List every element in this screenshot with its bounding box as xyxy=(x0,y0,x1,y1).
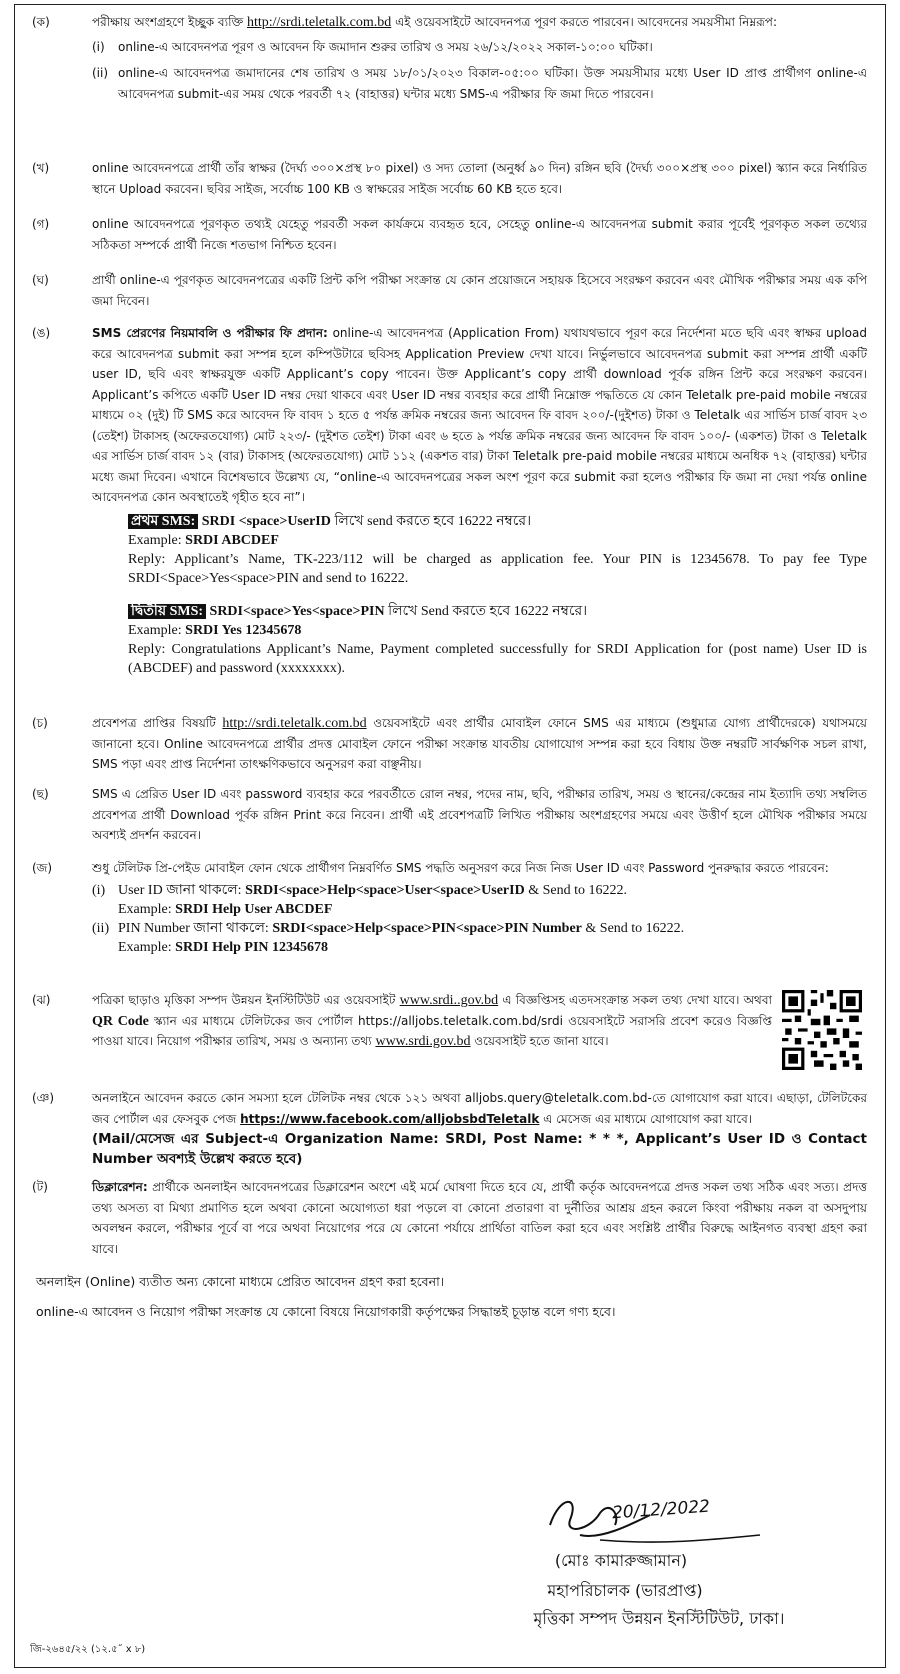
sms-command: SRDI<space>Yes<space>PIN xyxy=(206,603,385,619)
text: & Send to 16222. xyxy=(581,920,685,936)
item-label: (ঙ) xyxy=(32,326,51,340)
sms-reply: Reply: Congratulations Applicant’s Name, Payment completed successfully for SRDI Application for (post name) User ID is (ABCDEF) and password (xxxxxxxx). xyxy=(128,641,867,676)
sub-item xyxy=(92,63,867,104)
sms-reply: Reply: Applicant’s Name, TK-223/112 will be charged as application fee. Your PIN is 12345678. To pay fee Type SRDI<Space>Yes<space>PIN and send to 16222. xyxy=(128,551,867,586)
item-label: (জ) xyxy=(32,861,53,875)
closing-line-1: অনলাইন (Online) ব্যতীত অন্য কোনো মাধ্যমে প্রেরিত আবেদন গ্রহণ করা হবেনা। xyxy=(36,1274,445,1289)
text: ওয়েবসাইটে এবং প্রার্থীর মোবাইল ফোনে SMS এর মাধ্যমে (শুধুমাত্র যোগ্য প্রার্থীদেরকে) যথাসময়ে জানানো হবে। Online আবেদনপত্রে প্রার্থীর প্রদত্ত মোবাইল ফোনে পরীক্ষা সংক্রান্ত যাবতীয় যোগাযোগ সম্পন্ন করা হবে বিধায় উক্ত নম্বরটি সার্বক্ষণিক সচল রাখা, SMS পড়া এবং প্রাপ্ত নির্দেশনা তাৎক্ষণিকভাবে অনুসরণ করা বাঞ্ছনীয়। xyxy=(92,716,867,771)
item-label: (ঞ) xyxy=(32,1091,55,1105)
facebook-link[interactable]: https://www.facebook.com/alljobsbdTeletalk xyxy=(240,1111,540,1126)
section-heading: SMS প্রেরণের নিয়মাবলি ও পরীক্ষার ফি প্রদান: xyxy=(92,326,328,340)
sms-command: SRDI<space>Help<space>PIN<space>PIN Number xyxy=(272,920,582,936)
text: পত্রিকা ছাড়াও মৃত্তিকা সম্পদ উন্নয়ন ইনস্টিটিউট এর ওয়েবসাইট xyxy=(92,993,400,1007)
example-value: SRDI Help PIN 12345678 xyxy=(175,939,329,955)
item-label: (খ) xyxy=(32,161,50,175)
item-body: প্রার্থী online-এ পূরণকৃত আবেদনপত্রের একটি প্রিন্ট কপি পরীক্ষা সংক্রান্ত যে কোন প্রয়োজনে সহায়ক হিসেবে সংরক্ষণ করবেন এবং মৌখিক পরীক্ষার সময় এক কপি জমা দিবেন। xyxy=(92,273,867,308)
text: এই ওয়েবসাইটে আবেদনপত্র পূরণ করতে পারবেন। আবেদনের সময়সীমা নিম্নরূপ: xyxy=(391,15,778,29)
signatory-name: (মোঃ কামারুজ্জামান) xyxy=(554,1551,688,1570)
sub-text: online-এ আবেদনপত্র জমাদানের শেষ তারিখ ও সময় ১৮/০১/২০২৩ বিকাল-০৫:০০ ঘটিকা। উক্ত সময়সীমার মধ্যে User ID প্রাপ্ত প্রার্থীগণ online-এ আবেদনপত্র submit-এর সময় থেকে পরবর্তী ৭২ (বাহাত্তর) ঘন্টার মধ্যে SMS-এ পরীক্ষার ফি জমা দিতে পারবেন। xyxy=(118,66,867,101)
sms-tag: প্রথম SMS: xyxy=(128,514,198,529)
website-link[interactable]: www.srdi.gov.bd xyxy=(375,1034,471,1049)
item-body xyxy=(92,323,867,678)
text: পরীক্ষায় অংশগ্রহণে ইচ্ছুক ব্যক্তি xyxy=(92,15,247,29)
section-heading: ডিক্লারেশন: xyxy=(92,1180,148,1194)
website-link[interactable]: www.srdi..gov.bd xyxy=(399,993,499,1008)
item-label: (ঘ) xyxy=(32,273,49,287)
signature-date: 20/12/2022 xyxy=(611,1496,711,1524)
item-body xyxy=(92,1177,867,1259)
text: লিখে send করতে হবে 16222 নম্বরে। xyxy=(330,513,532,529)
organization-name: মৃত্তিকা সম্পদ উন্নয়ন ইনস্টিটিউট, ঢাকা। xyxy=(533,1609,785,1628)
sub-num: (i) xyxy=(92,39,105,54)
website-link[interactable]: http://srdi.teletalk.com.bd xyxy=(222,716,367,731)
sub-item xyxy=(92,881,867,900)
item-body xyxy=(92,12,867,110)
item-label: (ট) xyxy=(32,1180,48,1194)
item-label: (গ) xyxy=(32,217,50,231)
text: online-এ আবেদনপত্র (Application From) যথাযথভাবে পূরণ করে নির্দেশনা মতে ছবি এবং স্বাক্ষর upload করে আবেদনপত্র submit করা সম্পন্ন হলে কম্পিউটারে ছবিসহ Application Preview দেখা যাবে। নির্ভুলভাবে আবেদনপত্র submit করা সম্পন্ন প্রার্থী একটি user ID, ছবি এবং স্বাক্ষরযুক্ত একটি Applicant’s copy পাবেন। উক্ত Applicant’s copy প্রার্থী download পূর্বক রঙ্গিন প্রিন্ট করে সংরক্ষণ করবেন। Applicant’s কপিতে একটি User ID নম্বর দেয়া থাকবে এবং User ID নম্বর ব্যবহার করে প্রার্থী নিম্নোক্ত পদ্ধতিতে যে কোন Teletalk pre-paid mobile নম্বরের মাধ্যমে ০২ (দুই) টি SMS করে আবেদন ফি বাবদ ১ হতে ৫ পর্যন্ত ক্রমিক নম্বরের জন্য আবেদন ফি বাবদ ২০০/-(দুইশত) টাকা ও Teletalk এর সার্ভিস চার্জ বাবদ ২৩ (তেইশ) টাকাসহ (অফেরতযোগ্য) মোট ২২৩/- (দুইশত তেইশ) টাকা এবং ৬ হতে ৯ পর্যন্ত ক্রমিক নম্বরের জন্য আবেদন ফি বাবদ ১০০/- (একশত) টাকা ও Teletalk এর সার্ভিস চার্জ বাবদ ১২ (বার) টাকাসহ (অফেরতযোগ্য) মোট ১১২ (একশত বার) টাকা Teletalk pre-paid mobile নম্বরের মাধ্যমে অনধিক ৭২ (বাহাত্তর) ঘন্টার মধ্যে জমা দিবেন। এখানে বিশেষভাবে উল্লেখ্য যে, “online-এ আবেদনপত্রের সকল অংশ পূরণ করে submit করা হলেও পরীক্ষার ফি জমা না দেয়া পর্যন্ত online আবেদনপত্র কোন অবস্থাতেই গৃহীত হবে না”। xyxy=(92,326,867,504)
item-body: online আবেদনপত্রে প্রার্থী তাঁর স্বাক্ষর (দৈর্ঘ্য ৩০০×প্রস্থ ৮০ pixel) ও সদ্য তোলা (অনুর্ধ্ব ৯০ দিন) রঙ্গিন ছবি (দৈর্ঘ্য ৩০০×প্রস্থ ৩০০ pixel) স্ক্যান করে নির্ধারিত স্থানে Upload করবেন। ছবির সাইজ, সর্বোচ্চ 100 KB ও স্বাক্ষরের সাইজ সর্বোচ্চ 60 KB হতে হবে। xyxy=(92,161,867,196)
sms-command: SRDI <space>UserID xyxy=(198,513,331,529)
sms-command: SRDI<space>Help<space>User<space>UserID xyxy=(245,882,525,898)
text: User ID জানা থাকলে: xyxy=(118,882,246,898)
example-label: Example: xyxy=(128,622,186,638)
example-value: SRDI Yes 12345678 xyxy=(185,622,302,638)
text: PIN Number জানা থাকলে: xyxy=(118,920,273,936)
item-body: SMS এ প্রেরিত User ID এবং password ব্যবহার করে পরবর্তীতে রোল নম্বর, পদের নাম, ছবি, পরীক্ষার তারিখ, সময় ও স্থানের/কেন্দ্রের নাম ইত্যাদি তথ্য সম্বলিত প্রবেশপত্র প্রার্থী Download পূর্বক রঙ্গিন Print করে নিবেন। প্রার্থী এই প্রবেশপত্রটি লিখিত পরীক্ষায় অংশগ্রহণের সময়ে এবং উত্তীর্ণ হলে মৌখিক পরীক্ষার সময়ে অবশ্যই প্রদর্শন করবেন। xyxy=(92,787,867,842)
item-label: (ক) xyxy=(32,15,50,29)
item-label: (ঝ) xyxy=(32,993,51,1007)
qr-code-image[interactable] xyxy=(782,990,862,1070)
text: প্রার্থীকে অনলাইন আবেদনপত্রের ডিক্লারেশন অংশে এই মর্মে ঘোষণা দিতে হবে যে, প্রার্থী কর্তৃক আবেদনপত্রে প্রদত্ত সকল তথ্য সঠিক এবং সত্য। প্রদত্ত তথ্য অসত্য বা মিথ্যা প্রমাণিত হলে অথবা কোনো অযোগ্যতা ধরা পড়লে বা কোনো প্রতারণা বা দুর্নীতির আশ্রয় গ্রহন করলে কিংবা পরীক্ষায় নকল বা অসদুপায় অবলম্বন করলে, পরীক্ষার পূর্বে বা পরে অথবা নিয়োগের পরে যে কোনো পর্যায়ে প্রার্থিতা বাতিল করা হবে এবং সংশ্লিষ্ট প্রার্থীর বিরুদ্ধে আইনগত ব্যবস্থা গ্রহণ করা যাবে। xyxy=(92,1180,867,1256)
item-body xyxy=(92,858,867,957)
item-body xyxy=(92,713,867,775)
item-label: (চ) xyxy=(32,716,48,730)
text: এ বিজ্ঞপ্তিসহ এতদসংক্রান্ত সকল তথ্য দেখা যাবে। অথবা xyxy=(498,993,772,1007)
text: প্রবেশপত্র প্রাপ্তির বিষয়টি xyxy=(92,716,223,730)
example-value: SRDI Help User ABCDEF xyxy=(175,901,333,917)
text: & Send to 16222. xyxy=(524,882,627,898)
sub-num: (ii) xyxy=(92,66,109,80)
sub-num: (i) xyxy=(92,882,106,898)
text: অনলাইনে আবেদন করতে কোন সমস্যা হলে টেলিটক নম্বর থেকে ১২১ অথবা alljobs.query@teletalk.com.bd-তে যোগাযোগ করা যাবে। এছাড়া, টেলিটকের জব পোর্টাল এর ফেসবুক পেজ xyxy=(92,1091,867,1126)
sub-item xyxy=(92,37,867,58)
closing-line-2: online-এ আবেদন ও নিয়োগ পরীক্ষা সংক্রান্ত যে কোনো বিষয়ে নিয়োগকারী কর্তৃপক্ষের সিদ্ধান্তই চূড়ান্ত বলে গণ্য হবে। xyxy=(36,1304,616,1319)
sub-item xyxy=(92,919,867,938)
example-label: Example: xyxy=(118,939,176,955)
text: এ মেসেজ এর মাধ্যমে যোগাযোগ করা যাবে। xyxy=(539,1111,753,1126)
sms-block-2 xyxy=(128,602,867,678)
text: লিখে Send করতে হবে 16222 নম্বরে। xyxy=(384,603,588,619)
footer-code: জি-২৬৪৫/২২ (১২.৫˝ x ৮) xyxy=(30,1644,146,1655)
qr-code-label: QR Code xyxy=(92,1013,149,1029)
item-body xyxy=(92,1088,867,1169)
sms-block-1 xyxy=(128,512,867,588)
item-body: online আবেদনপত্রে পূরণকৃত তথ্যই যেহেতু পরবর্তী সকল কার্যক্রমে ব্যবহৃত হবে, সেহেতু online-এ আবেদনপত্র submit করার পূর্বেই পূরণকৃত সকল তথ্যের সঠিকতা সম্পর্কে প্রার্থী নিজে শতভাগ নিশ্চিত হবেন। xyxy=(92,217,867,252)
example-value: SRDI ABCDEF xyxy=(185,532,279,548)
signatory-title: মহাপরিচালক (ভারপ্রাপ্ত) xyxy=(547,1581,703,1600)
sub-num: (ii) xyxy=(92,920,110,936)
text: শুধু টেলিটক প্রি-পেইড মোবাইল ফোন থেকে প্রার্থীগণ নিম্নবর্ণিত SMS পদ্ধতি অনুসরণ করে নিজ নিজ User ID এবং Password পুনরুদ্ধার করতে পারবেন: xyxy=(92,861,829,875)
sms-tag: দ্বিতীয় SMS: xyxy=(128,604,206,619)
sub-text: online-এ আবেদনপত্র পূরণ ও আবেদন ফি জমাদান শুরুর তারিখ ও সময় ২৬/১২/২০২২ সকাল-১০:০০ ঘটিকা। xyxy=(118,39,653,54)
example-label: Example: xyxy=(128,532,186,548)
item-body xyxy=(92,990,772,1052)
text: ওয়েবসাইট হতে জানা যাবে। xyxy=(470,1034,609,1048)
example-label: Example: xyxy=(118,901,176,917)
contact-note: (Mail/মেসেজ এর Subject-এ Organization Name: SRDI, Post Name: * * *, Applicant’s User ID ও Contact Number অবশ্যই উল্লেখ করতে হবে) xyxy=(92,1131,867,1167)
text: স্ক্যান এর মাধ্যমে টেলিটকের জব পোর্টাল https://alljobs.teletalk.com.bd/srdi ওয়েবসাইটে সরাসরি প্রবেশ করেও বিজ্ঞপ্তি পাওয়া যাবে। নিয়োগ পরীক্ষার তারিখ, সময় ও অন্যান্য তথ্য xyxy=(92,1013,772,1048)
item-label: (ছ) xyxy=(32,787,49,801)
website-link[interactable]: http://srdi.teletalk.com.bd xyxy=(246,15,392,30)
